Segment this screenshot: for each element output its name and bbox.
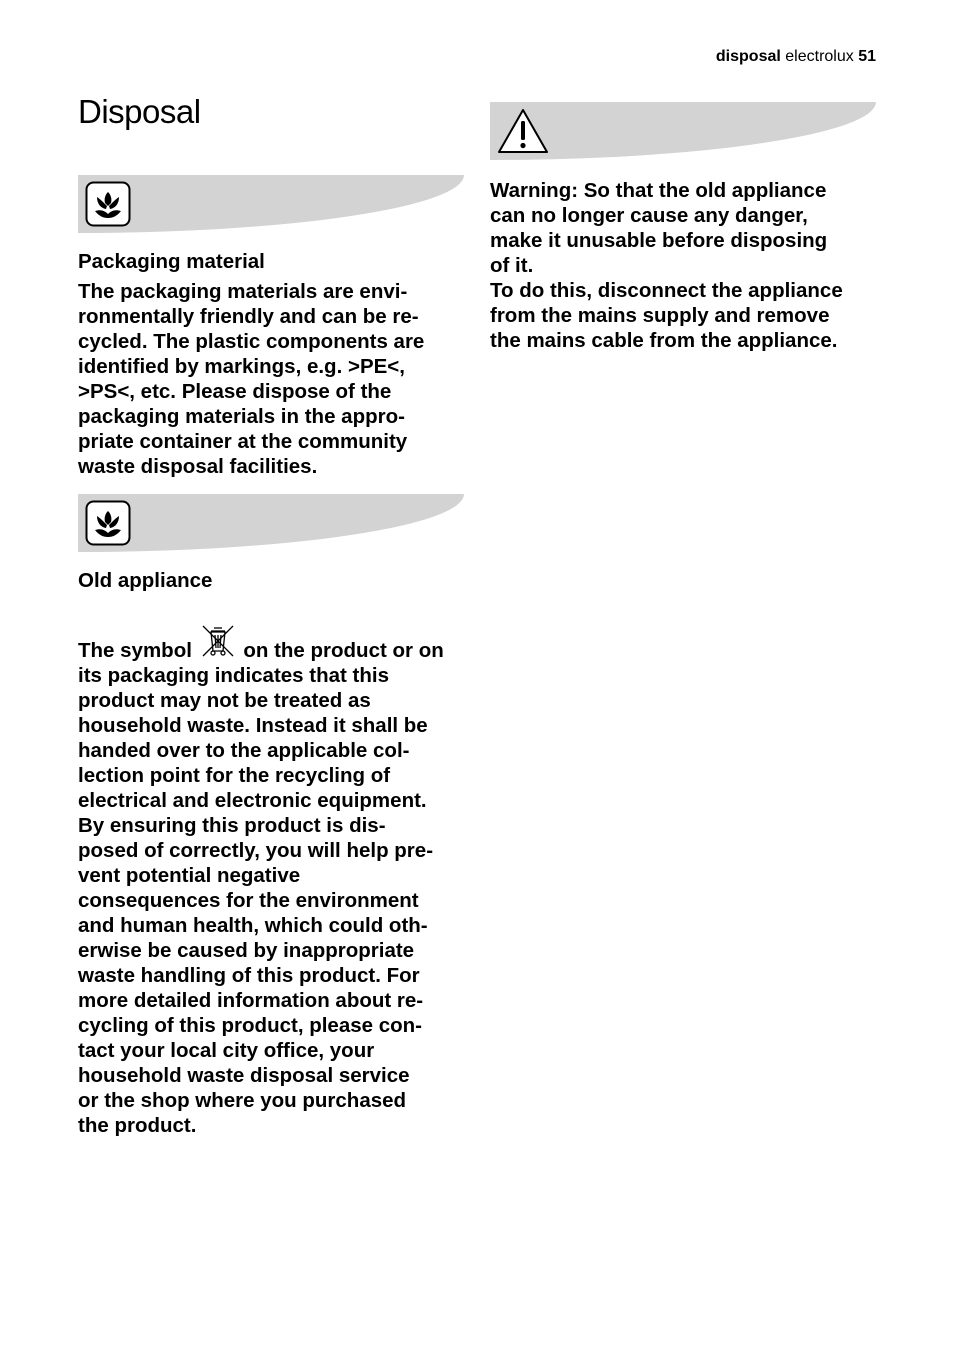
text-line: erwise be caused by inappropriate	[78, 939, 415, 962]
text-line: The packaging materials are envi-	[78, 280, 408, 303]
running-header	[716, 47, 876, 67]
packaging-heading: Packaging material	[78, 250, 265, 273]
text-line: handed over to the applicable col-	[78, 739, 410, 762]
old-appliance-body	[78, 663, 468, 1138]
text-line: identified by markings, e.g. >PE<,	[78, 355, 405, 378]
crossed-out-wheelie-bin-icon	[200, 623, 236, 659]
flower-eco-icon	[85, 500, 131, 546]
flower-eco-icon	[85, 181, 131, 227]
warning-body	[490, 178, 890, 353]
text-line: cycling of this product, please con-	[78, 1014, 422, 1037]
text-line: make it unusable before disposing	[490, 229, 828, 252]
text-line: more detailed information about re-	[78, 989, 424, 1012]
text-line: By ensuring this product is dis-	[78, 814, 386, 837]
page-number: 51	[858, 48, 876, 65]
old-appliance-banner	[78, 494, 464, 552]
symbol-prefix: The symbol	[78, 639, 192, 662]
text-line: or the shop where you purchased	[78, 1089, 407, 1112]
symbol-suffix: on the product or on	[243, 639, 444, 662]
warning-banner	[490, 102, 876, 160]
text-line: vent potential negative	[78, 864, 301, 887]
text-line: consequences for the environment	[78, 889, 419, 912]
packaging-section	[78, 249, 468, 479]
text-line: electrical and electronic equipment.	[78, 789, 427, 812]
packaging-banner	[78, 175, 464, 233]
packaging-body	[78, 279, 468, 479]
text-line: waste disposal facilities.	[78, 455, 318, 478]
symbol-line	[78, 623, 468, 663]
text-line: ronmentally friendly and can be re-	[78, 305, 419, 328]
header-brand: electrolux	[785, 48, 854, 65]
old-appliance-heading: Old appliance	[78, 569, 213, 592]
text-line: priate container at the community	[78, 430, 408, 453]
text-line: of it.	[490, 254, 534, 277]
text-line: the product.	[78, 1114, 197, 1137]
text-line: packaging materials in the appro-	[78, 405, 405, 428]
text-line: from the mains supply and remove	[490, 304, 830, 327]
text-line: >PS<, etc. Please dispose of the	[78, 380, 392, 403]
page-title: Disposal	[78, 93, 201, 130]
header-section: disposal	[715, 48, 781, 65]
text-line: and human health, which could oth-	[78, 914, 428, 937]
text-line: cycled. The plastic components are	[78, 330, 425, 353]
text-line: waste handling of this product. For	[78, 964, 420, 987]
text-line: product may not be treated as	[78, 689, 371, 712]
text-line: the mains cable from the appliance.	[490, 329, 838, 352]
text-line: tact your local city office, your	[78, 1039, 375, 1062]
text-line: Warning: So that the old appliance	[490, 179, 827, 202]
text-line: household waste disposal service	[78, 1064, 410, 1087]
text-line: posed of correctly, you will help pre-	[78, 839, 434, 862]
text-line: lection point for the recycling of	[78, 764, 391, 787]
warning-section	[490, 178, 890, 353]
warning-triangle-icon	[496, 106, 550, 156]
text-line: its packaging indicates that this	[78, 664, 389, 687]
text-line: To do this, disconnect the appliance	[490, 279, 843, 302]
old-appliance-section	[78, 568, 468, 1138]
text-line: household waste. Instead it shall be	[78, 714, 428, 737]
text-line: can no longer cause any danger,	[490, 204, 808, 227]
